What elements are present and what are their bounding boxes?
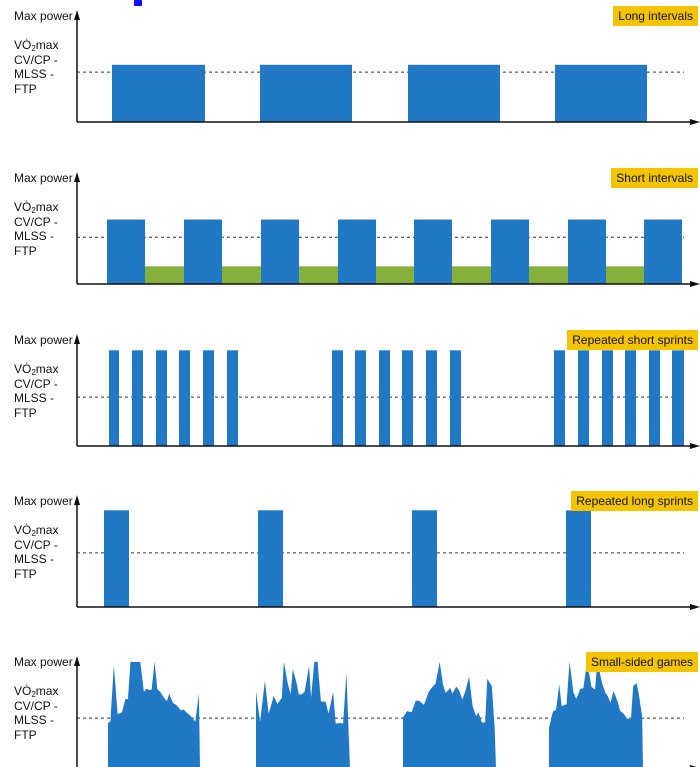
game-power-trace [403, 662, 496, 767]
panel-title-tag: Small-sided games [586, 652, 698, 672]
vo2max-label: $VȮ_2\max$ [14, 684, 59, 699]
panel-title-tag: Repeated short sprints [567, 330, 698, 350]
mlss-label: MLSS - [14, 67, 55, 81]
vo2max-label: $VȮ_2\max$ [14, 523, 59, 538]
vo2max-label: $VȮ_2\max$ [14, 362, 59, 377]
cvcp-label: CV/CP - [14, 53, 58, 67]
ftp-label: FTP [14, 728, 37, 742]
cvcp-label: CV/CP - [14, 538, 58, 552]
panel-title-tag: Long intervals [613, 6, 698, 26]
mlss-label: MLSS - [14, 713, 55, 727]
mlss-label: MLSS - [14, 391, 55, 405]
max-power-label: Max power [14, 9, 73, 23]
game-power-trace [549, 662, 643, 767]
max-power-label: Max power [14, 655, 73, 669]
panel-title-tag: Repeated long sprints [571, 491, 698, 511]
max-power-label: Max power [14, 333, 73, 347]
cvcp-label: CV/CP - [14, 215, 58, 229]
vo2max-label: $VȮ_2\max$ [14, 200, 59, 215]
ftp-label: FTP [14, 567, 37, 581]
game-power-trace [108, 662, 200, 767]
ftp-label: FTP [14, 406, 37, 420]
game-power-trace [256, 662, 350, 767]
mlss-label: MLSS - [14, 229, 55, 243]
vo2max-label: $VȮ_2\max$ [14, 38, 59, 53]
max-power-label: Max power [14, 494, 73, 508]
ftp-label: FTP [14, 82, 37, 96]
panel-title-tag: Short intervals [611, 168, 698, 188]
mlss-label: MLSS - [14, 552, 55, 566]
cvcp-label: CV/CP - [14, 699, 58, 713]
y-axis-arrow [74, 656, 80, 666]
ftp-label: FTP [14, 244, 37, 258]
max-power-label: Max power [14, 171, 73, 185]
cvcp-label: CV/CP - [14, 377, 58, 391]
